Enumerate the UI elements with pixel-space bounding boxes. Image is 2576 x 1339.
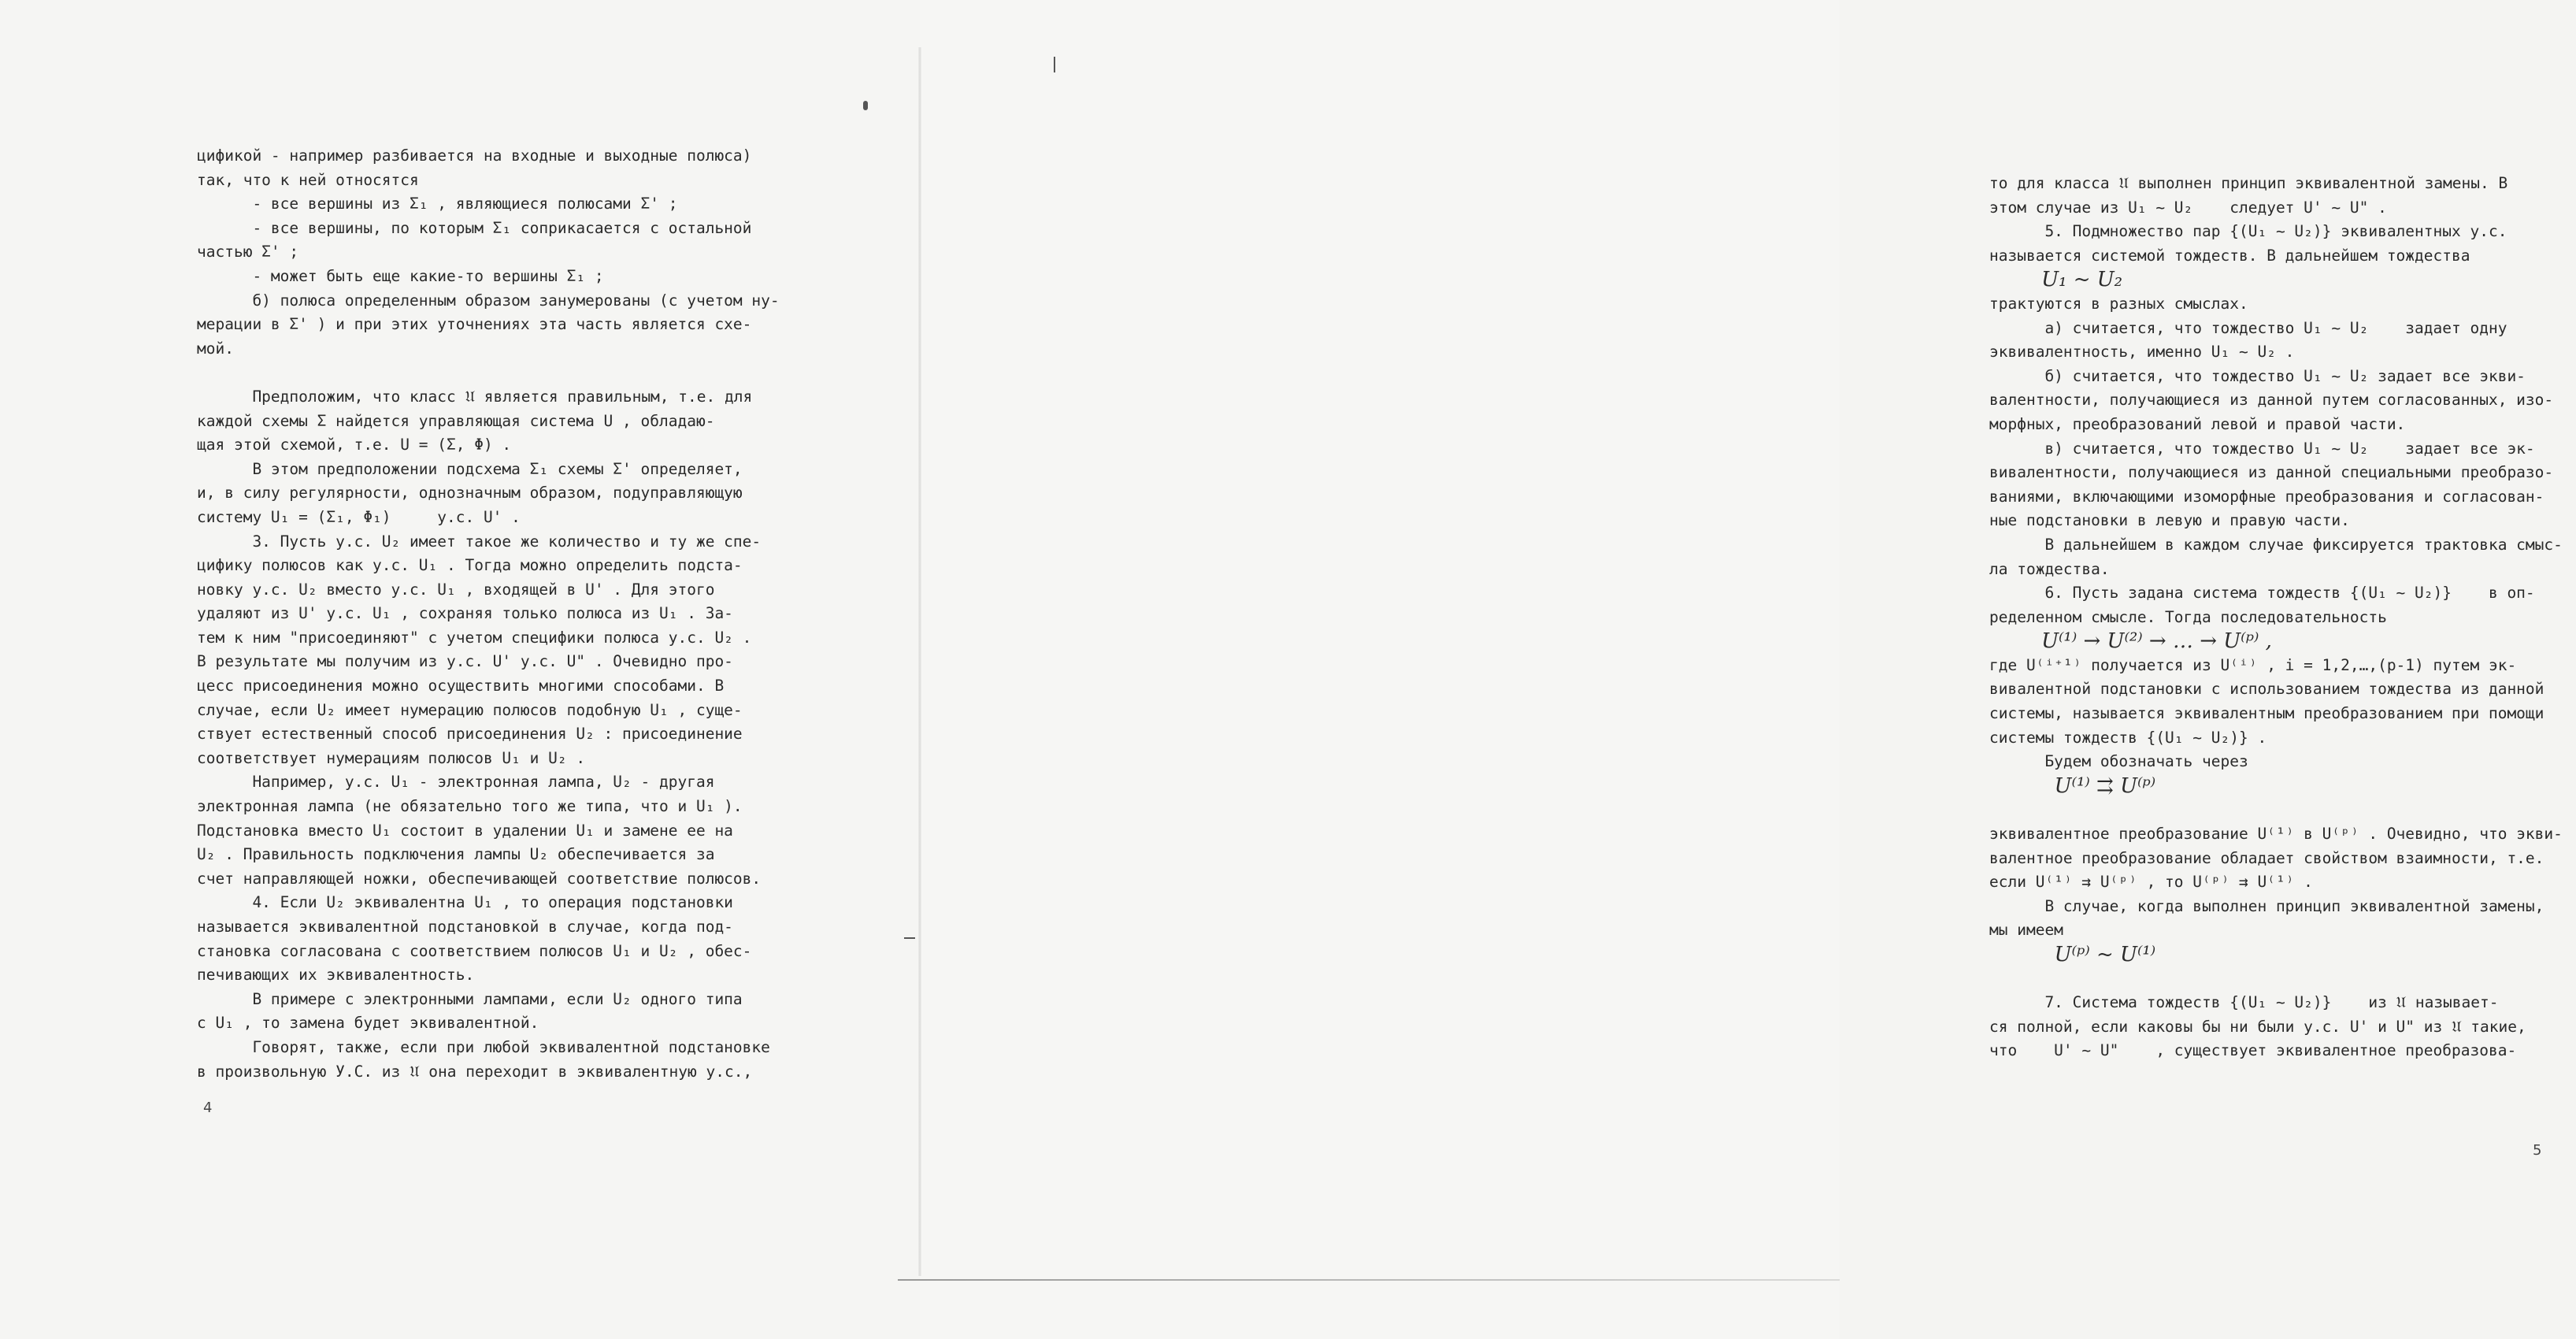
left-page xyxy=(0,0,920,1339)
text-line: В случае, когда выполнен принцип эквивалентной замены, xyxy=(1989,896,2544,915)
text-line: Например, у.с. U₁ - электронная лампа, U₂ - другая xyxy=(197,773,715,792)
text-line: этом случае из U₁ ~ U₂ следует U' ~ U" . xyxy=(1989,198,2387,217)
text-line: каждой схемы Σ найдется управляющая система U , обладаю- xyxy=(197,411,715,430)
text-line: морфных, преобразований левой и правой части. xyxy=(1989,414,2406,433)
text-line: называется системой тождеств. В дальнейшем тождества xyxy=(1989,246,2470,265)
text-line: новку у.с. U₂ вместо у.с. U₁ , входящей в U' . Для этого xyxy=(197,580,715,599)
text-line: 4. Если U₂ эквивалентна U₁ , то операция подстановки xyxy=(197,893,733,912)
text-line: б) считается, что тождество U₁ ~ U₂ задает все экви- xyxy=(1989,366,2526,385)
text-line: Будем обозначать через xyxy=(1989,752,2248,771)
text-line: цесс присоединения можно осуществить многими способами. В xyxy=(197,677,725,695)
text-line: мой. xyxy=(197,339,234,358)
text-line: - все вершины из Σ₁ , являющиеся полюсами Σ' ; xyxy=(197,195,678,213)
text-line: систему U₁ = (Σ₁, Φ₁) у.с. U' . xyxy=(197,507,521,526)
text-line: трактуются в разных смыслах. xyxy=(1989,294,2248,313)
text-line: Подстановка вместо U₁ состоит в удалении U₁ и замене ее на xyxy=(197,821,733,840)
text-line: Предположим, что класс 𝔘 является правильным, т.е. для xyxy=(197,387,753,406)
text-line: 3. Пусть у.с. U₂ имеет такое же количество и ту же спе- xyxy=(197,532,762,551)
text-line: в) считается, что тождество U₁ ~ U₂ задает все эк- xyxy=(1989,439,2535,458)
text-line: системы, называется эквивалентным преобразованием при помощи xyxy=(1989,704,2544,723)
text-line: ствует естественный способ присоединения U₂ : присоединение xyxy=(197,725,743,744)
text-line: где U⁽ⁱ⁺¹⁾ получается из U⁽ⁱ⁾ , i = 1,2,…,(p-1) путем эк- xyxy=(1989,655,2517,674)
right-page-text xyxy=(1989,172,2576,1063)
text-line: ся полной, если каковы бы ни были у.с. U' и U" из 𝔘 такие, xyxy=(1989,1017,2526,1036)
text-line: вивалентности, получающиеся из данной специальными преобразо- xyxy=(1989,463,2554,482)
text-line: а) считается, что тождество U₁ ~ U₂ задает одну xyxy=(1989,318,2507,337)
text-line: становка согласована с соответствием полюсов U₁ и U₂ , обес- xyxy=(197,941,752,960)
text-line: б) полюса определенным образом занумерованы (с учетом ну- xyxy=(197,291,780,310)
text-line: 6. Пусть задана система тождеств {(U₁ ~ U₂)} в оп- xyxy=(1989,584,2535,603)
text-line: эквивалентность, именно U₁ ~ U₂ . xyxy=(1989,343,2295,362)
text-line: 5. Подмножество пар {(U₁ ~ U₂)} эквивалентных у.с. xyxy=(1989,222,2507,241)
text-line: Говорят, также, если при любой эквивалентной подстановке xyxy=(197,1037,770,1056)
text-line: цификой - например разбивается на входные и выходные полюса) xyxy=(197,147,752,165)
text-line: что U' ~ U" , существует эквивалентное преобразова- xyxy=(1989,1041,2517,1060)
left-page-number: 4 xyxy=(203,1100,213,1116)
text-line: В этом предположении подсхема Σ₁ схемы Σ' определяет, xyxy=(197,459,743,478)
text-line: мы имеем xyxy=(1989,921,2063,940)
text-line: В дальнейшем в каждом случае фиксируется трактовка смыс- xyxy=(1989,535,2563,554)
scan-mark-middle xyxy=(904,937,915,939)
text-line: счет направляющей ножки, обеспечивающей соответствие полюсов. xyxy=(197,869,762,888)
text-line: ла тождества. xyxy=(1989,559,2110,578)
text-line: щая этой схемой, т.е. U = (Σ, Φ) . xyxy=(197,436,512,454)
text-line: то для класса 𝔘 выполнен принцип эквивалентной замены. В xyxy=(1989,174,2508,192)
right-page xyxy=(920,0,2563,1339)
page-bottom-edge xyxy=(898,1279,1840,1281)
text-line: если U⁽¹⁾ ⇉ U⁽ᵖ⁾ , то U⁽ᵖ⁾ ⇉ U⁽¹⁾ . xyxy=(1989,873,2313,892)
text-line xyxy=(197,361,803,385)
left-page-text xyxy=(197,144,803,1084)
formula-line: U₁ ~ U₂ xyxy=(1989,268,2123,292)
text-line: так, что к ней относятся xyxy=(197,170,419,189)
text-line: с U₁ , то замена будет эквивалентной. xyxy=(197,1014,539,1033)
text-line: валентности, получающиеся из данной путем согласованных, изо- xyxy=(1989,391,2554,410)
text-line: цифику полюсов как у.с. U₁ . Тогда можно определить подста- xyxy=(197,556,743,575)
scan-mark-top xyxy=(863,101,868,110)
text-line xyxy=(1989,798,2576,822)
text-line xyxy=(1989,967,2576,992)
right-page-number: 5 xyxy=(2533,1142,2542,1159)
text-line: В примере с электронными лампами, если U₂ одного типа xyxy=(197,989,743,1008)
text-line: частью Σ' ; xyxy=(197,243,299,261)
text-line: электронная лампа (не обязательно того же типа, что и U₁ ). xyxy=(197,797,743,816)
text-line: в произвольную У.С. из 𝔘 она переходит в эквивалентную у.с., xyxy=(197,1062,753,1081)
text-line: В результате мы получим из у.с. U' у.с. U" . Очевидно про- xyxy=(197,652,733,671)
formula-line: U⁽¹⁾ ⇉ U⁽ᵖ⁾ xyxy=(1989,773,2156,798)
text-line: соответствует нумерациям полюсов U₁ и U₂ . xyxy=(197,748,586,767)
text-line: удаляют из U' у.с. U₁ , сохраняя только полюса из U₁ . За- xyxy=(197,604,733,623)
text-line: U₂ . Правильность подключения лампы U₂ обеспечивается за xyxy=(197,845,715,864)
formula-line: U⁽ᵖ⁾ ~ U⁽¹⁾ xyxy=(1989,943,2156,966)
text-line: ваниями, включающими изоморфные преобразования и согласован- xyxy=(1989,487,2544,506)
text-line: валентное преобразование обладает свойством взаимности, т.е. xyxy=(1989,848,2544,867)
text-line: печивающих их эквивалентность. xyxy=(197,966,475,985)
text-line: и, в силу регулярности, однозначным образом, подуправляющую xyxy=(197,484,743,503)
text-line: - все вершины, по которым Σ₁ соприкасается с остальной xyxy=(197,218,752,237)
text-line: эквивалентное преобразование U⁽¹⁾ в U⁽ᵖ⁾ . Очевидно, что экви- xyxy=(1989,825,2563,844)
text-line: тем к ним "присоединяют" с учетом специфики полюса у.с. U₂ . xyxy=(197,628,752,647)
text-line: называется эквивалентной подстановкой в случае, когда под- xyxy=(197,918,733,936)
text-line: случае, если U₂ имеет нумерацию полюсов подобную U₁ , суще- xyxy=(197,700,743,719)
text-line: вивалентной подстановки с использованием тождества из данной xyxy=(1989,680,2544,699)
text-line: - может быть еще какие-то вершины Σ₁ ; xyxy=(197,266,604,285)
text-line: 7. Система тождеств {(U₁ ~ U₂)} из 𝔘 называет- xyxy=(1989,993,2499,1012)
text-line: мерации в Σ' ) и при этих уточнениях эта часть является схе- xyxy=(197,315,752,334)
text-line: ределенном смысле. Тогда последовательность xyxy=(1989,607,2387,626)
text-line: ные подстановки в левую и правую части. xyxy=(1989,511,2350,530)
text-line: системы тождеств {(U₁ ~ U₂)} . xyxy=(1989,728,2267,747)
formula-line: U⁽¹⁾ → U⁽²⁾ → … → U⁽ᵖ⁾ , xyxy=(1989,629,2272,654)
scan-mark-right-top xyxy=(1054,57,1055,72)
page-gutter xyxy=(918,47,921,1276)
